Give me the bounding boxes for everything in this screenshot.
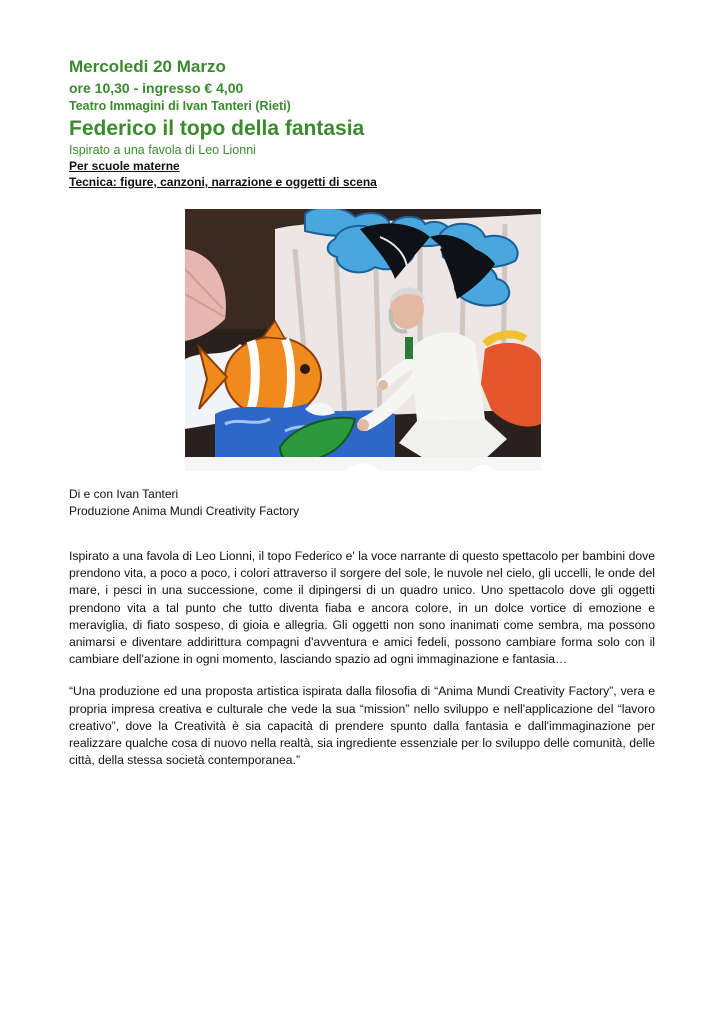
show-title: Federico il topo della fantasia [69,117,365,140]
description-paragraph-1: Ispirato a una favola di Leo Lionni, il topo Federico e' la voce narrante di questo spettacolo per bambini dove prendono vita, a poco a poco, i colori attraverso il sorgere del sole, le nuvole nel cielo, gli uccelli, le onde del mare, i pesci in una successione, come il dipingersi di un quadro unico. Uno spettacolo dove gli oggetti prendono vita a tal punto che tutto diventa fiaba e ancora colore, in un dolce vortice di emozione e meraviglia, di fiato sospeso, di gioia e allegria. Gli oggetti non sono inanimati come sembra, ma possono animarsi e diventare addirittura compagni d'avventura e amici fedeli, possono cambiare forma solo con il cambiare dell'azione in ogni momento, lasciando spazio ad ogni immaginazione e fantasia… [69,549,655,667]
event-price: ingresso € 4,00 [142,80,244,96]
show-photo [185,209,541,471]
credits-production: Produzione Anima Mundi Creativity Factory [69,504,300,518]
description [69,548,655,784]
event-flyer [69,56,655,768]
event-time: ore 10,30 [69,80,130,96]
technique-line: Tecnica: figure, canzoni, narrazione e oggetti di scena [69,175,377,189]
event-date: Mercoledi 20 Marzo [69,57,226,76]
separator: - [129,80,143,96]
event-time-price [69,79,655,98]
description-paragraph-2: “Una produzione ed una proposta artistica ispirata dalla filosofia di “Anima Mundi Creativity Factory”, vera e propria impresa creativa e culturale che vede la sua “mission” nello sviluppo e nell'applicazione del “lavoro creativo”, dove la Creatività è sia capacità di prendere spunto dalla fantasia e dall'immaginazione per realizzare qualche cosa di nuovo nella realtà, sia ingrediente essenziale per lo sviluppo delle comunità, delle città, della stessa società contemporanea.” [69,684,655,768]
audience-line: Per scuole materne [69,159,180,173]
show-subtitle: Ispirato a una favola di Leo Lionni [69,143,256,157]
credits-performer: Di e con Ivan Tanteri [69,487,179,501]
event-venue: Teatro Immagini di Ivan Tanteri (Rieti) [69,99,291,113]
credits [69,486,299,520]
